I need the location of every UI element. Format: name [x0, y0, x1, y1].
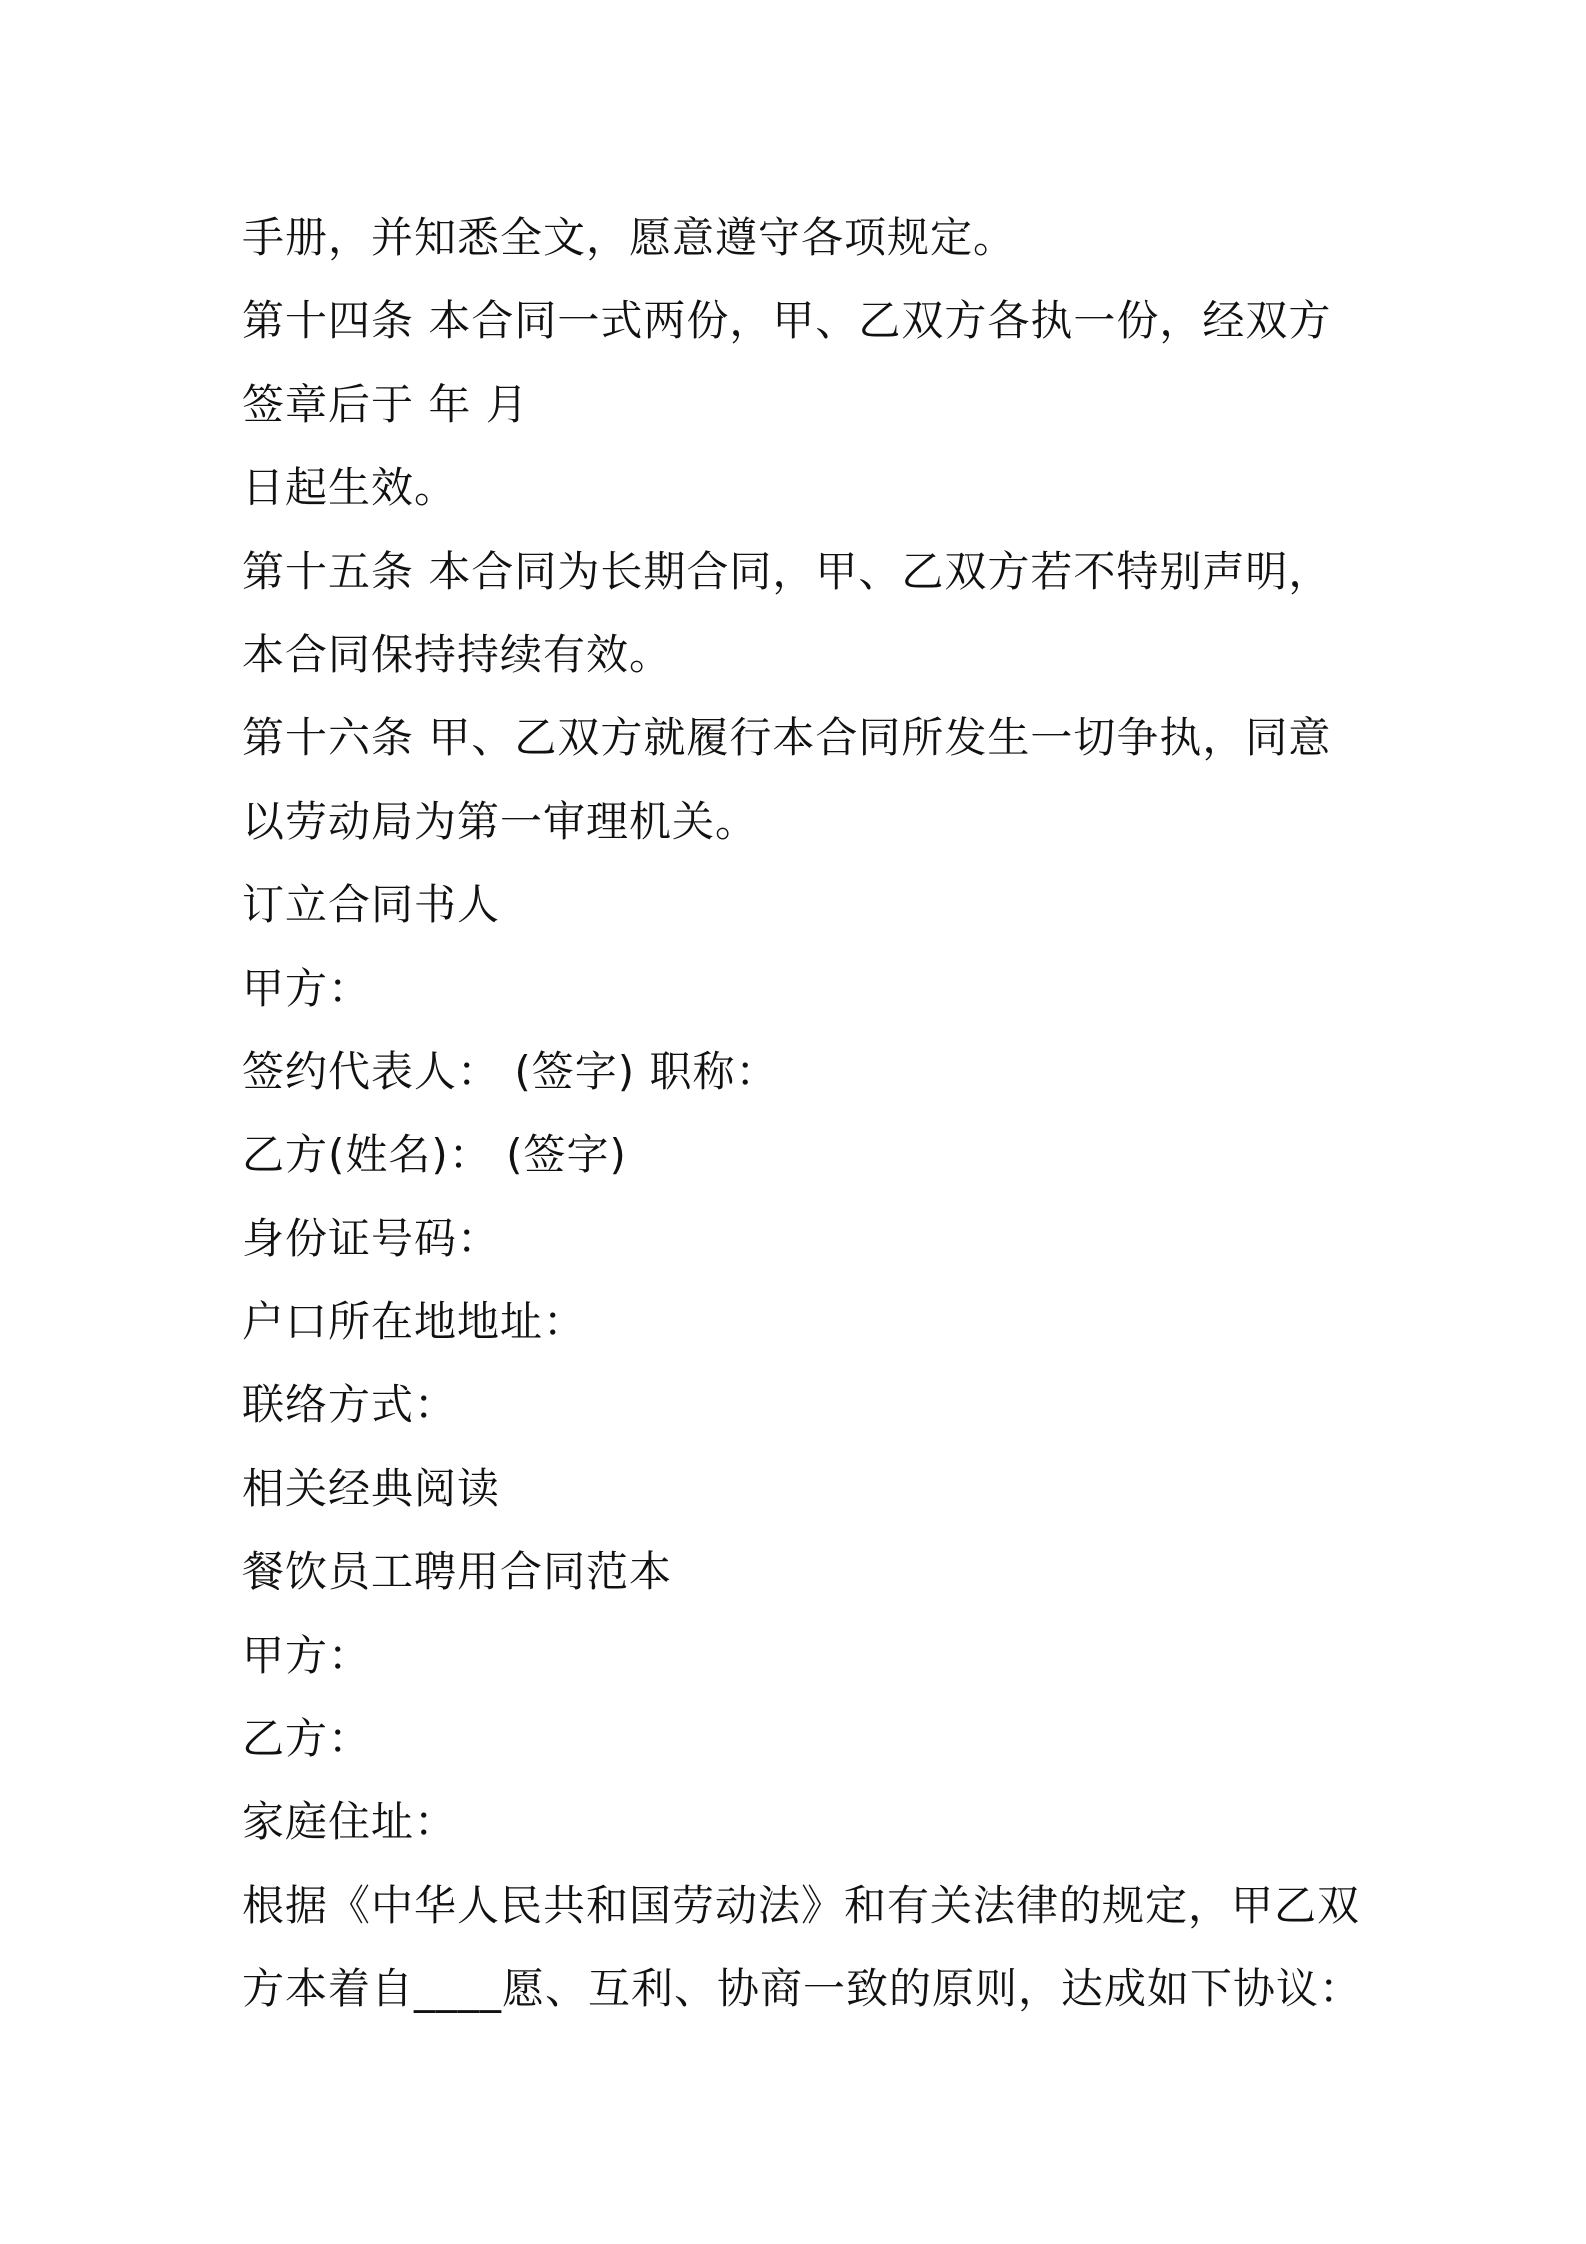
- text-line: 甲方：: [242, 1630, 372, 1680]
- text-line: 日起生效。: [242, 463, 458, 513]
- text-line: 签章后于 年 月: [242, 379, 529, 429]
- text-line: 第十四条 本合同一式两份，甲、乙双方各执一份，经双方: [242, 296, 1332, 346]
- text-line: 根据《中华人民共和国劳动法》和有关法律的规定，甲乙双: [242, 1880, 1361, 1930]
- text-line: 户口所在地地址：: [242, 1297, 587, 1347]
- text-line: 第十六条 甲、乙双方就履行本合同所发生一切争执，同意: [242, 713, 1332, 763]
- text-line: 乙方(姓名)： (签字): [242, 1130, 627, 1180]
- text-line: 联络方式：: [242, 1380, 458, 1430]
- text-line: 订立合同书人: [242, 880, 501, 930]
- text-line: 第十五条 本合同为长期合同，甲、乙双方若不特别声明，: [242, 546, 1332, 596]
- text-line: 本合同保持持续有效。: [242, 629, 673, 679]
- text-line: 甲方：: [242, 963, 372, 1013]
- text-line: 家庭住址：: [242, 1797, 458, 1847]
- text-line: 餐饮员工聘用合同范本: [242, 1547, 673, 1597]
- text-line: 方本着自____愿、互利、协商一致的原则，达成如下协议：: [242, 1964, 1363, 2014]
- text-line: 手册，并知悉全文，愿意遵守各项规定。: [242, 213, 1017, 262]
- text-line: 身份证号码：: [242, 1213, 501, 1263]
- text-line: 签约代表人： (签字) 职称：: [242, 1046, 779, 1096]
- text-line: 以劳动局为第一审理机关。: [242, 796, 759, 846]
- text-line: 乙方：: [242, 1714, 372, 1764]
- document-body: [242, 196, 1362, 2031]
- text-line: 相关经典阅读: [242, 1463, 501, 1513]
